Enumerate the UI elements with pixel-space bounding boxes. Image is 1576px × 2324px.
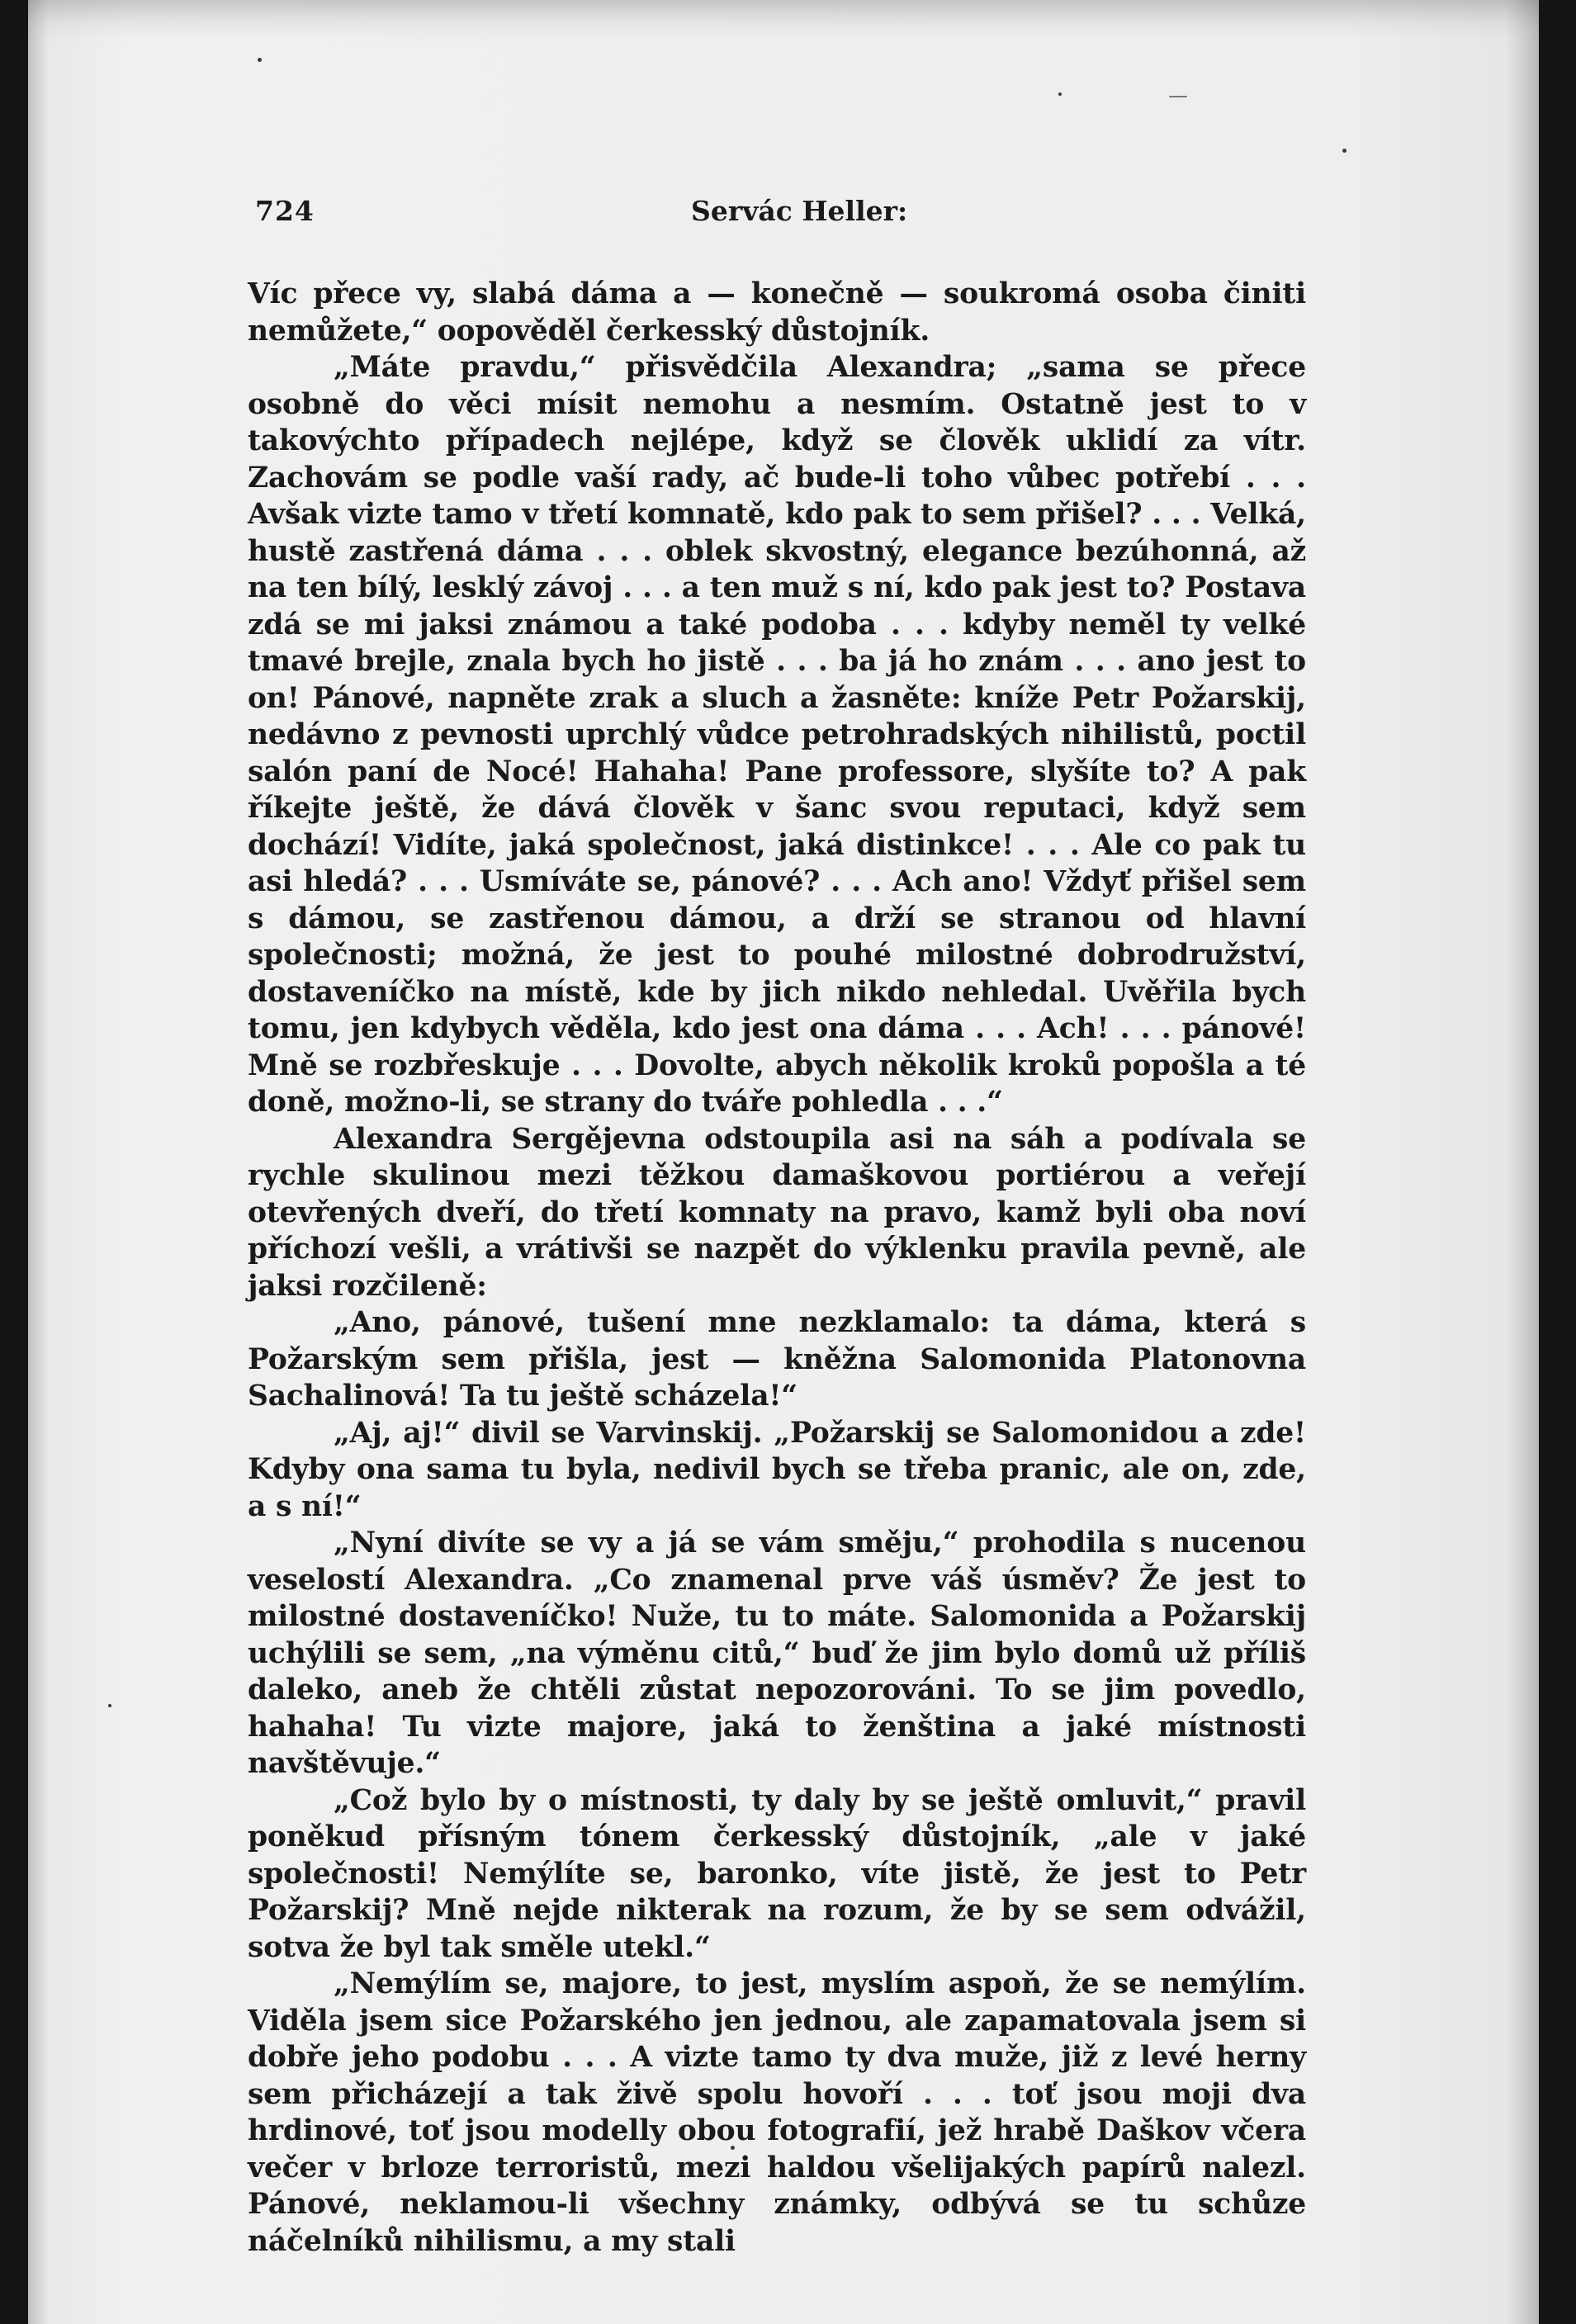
paragraph: Víc přece vy, slabá dáma a — konečně — soukromá osoba činiti nemůžete,“ oopověděl čerkesský důstojník. bbox=[248, 277, 1306, 348]
paragraph: „Máte pravdu,“ přisvědčila Alexandra; „sama se přece osobně do věci mísit nemohu a nesmím. Ostatně jest to v takovýchto případech nejlépe, když se člověk uklidí za vítr. Zachovám se podle vaší rady, ač bude-li toho vůbec potřebí . . . Avšak vizte tamo v třetí komnatě, kdo pak to sem přišel? . . . Velká, hustě zastřená dáma . . . oblek skvostný, elegance bezúhonná, až na ten bílý, lesklý závoj . . . a ten muž s ní, kdo pak jest to? Postava zdá se mi jaksi známou a také podoba . . . kdyby neměl ty velké tmavé brejle, znala bych ho jistě . . . ba já ho znám . . . ano jest to on! Pánové, napněte zrak a sluch a žasněte: kníže Petr Požarskij, nedávno z pevnosti uprchlý vůdce petrohradských nihilistů, poctil salón paní de Nocé! Hahaha! Pane professore, slyšíte to? A pak říkejte ještě, že dává člověk v šanc svou reputaci, když sem dochází! Vidíte, jaká společnost, jaká distinkce! . . . Ale co pak tu asi hledá? . . . Usmíváte se, pánové? . . . Ach ano! Vždyť přišel sem s dámou, se zastřenou dámou, a drží se stranou od hlavní společnosti; možná, že jest to pouhé milostné dobrodružství, dostaveníčko na místě, kde by jich nikdo nehledal. Uvěřila bych tomu, jen kdybych věděla, kdo jest ona dáma . . . Ach! . . . pánové! Mně se rozbřeskuje . . . Dovolte, abych několik kroků popošla a té doně, možno-li, se strany do tváře pohledla . . .“ bbox=[248, 351, 1306, 1119]
paper-speck bbox=[108, 1704, 111, 1707]
paragraph: „Nemýlím se, majore, to jest, myslím aspoň, že se nemýlím. Viděla jsem sice Požarského jen jednou, ale zapamatovala jsem si dobře jeho podobu . . . A vizte tamo ty dva muže, již z levé herny sem přicházejí a tak živě spolu hovoří . . . toť jsou moji dva hrdinové, toť jsou modelly obou fotografií, jež hrabě Daškov včera večer v brloze terroristů, mezi haldou všelijakých papírů nalezl. Pánové, neklamou-li všechny známky, odbývá se tu schůze náčelníků nihilismu, a my stali bbox=[248, 1967, 1306, 2258]
page-number: 724 bbox=[255, 195, 315, 227]
paper-speck bbox=[1058, 92, 1062, 96]
paragraph: Alexandra Sergějevna odstoupila asi na sáh a podívala se rychle skulinou mezi těžkou damaškovou portiérou a veřejí otevřených dveří, do třetí komnaty na pravo, kamž byli oba noví příchozí vešli, a vrátivši se nazpět do výklenku pravila pevně, ale jaksi rozčileně: bbox=[248, 1122, 1306, 1303]
paragraph: „Což bylo by o místnosti, ty daly by se ještě omluvit,“ pravil poněkud přísným tónem čerkesský důstojník, „ale v jaké společnosti! Nemýlíte se, baronko, víte jistě, že jest to Petr Požarskij? Mně nejde nikterak na rozum, že by se sem odvážil, sotva že byl tak směle utekl.“ bbox=[248, 1783, 1306, 1964]
paragraph: „Ano, pánové, tušení mne nezklamalo: ta dáma, která s Požarským sem přišla, jest — kněžna Salomonida Platonovna Sachalinová! Ta tu ještě scházela!“ bbox=[248, 1306, 1306, 1413]
body-text bbox=[248, 276, 1306, 2260]
paper-speck bbox=[1342, 149, 1346, 153]
page-header bbox=[255, 195, 1304, 236]
paragraph: „Nyní divíte se vy a já se vám směju,“ prohodila s nucenou veselostí Alexandra. „Co znamenal prve váš úsměv? Že jest to milostné dostaveníčko! Nuže, tu to máte. Salomonida a Požarskij uchýlili se sem, „na výměnu citů,“ buď že jim bylo domů už příliš daleko, aneb že chtěli zůstat nepozorováni. To se jim povedlo, hahaha! Tu vizte majore, jaká to ženština a jaké místnosti navštěvuje.“ bbox=[248, 1526, 1306, 1780]
paper-mark bbox=[1169, 96, 1187, 97]
paragraph: „Aj, aj!“ divil se Varvinskij. „Požarskij se Salomonidou a zde! Kdyby ona sama tu byla, nedivil bych se třeba pranic, ale on, zde, a s ní!“ bbox=[248, 1416, 1306, 1523]
paper-speck bbox=[258, 58, 262, 62]
running-title: Servác Heller: bbox=[691, 195, 908, 227]
